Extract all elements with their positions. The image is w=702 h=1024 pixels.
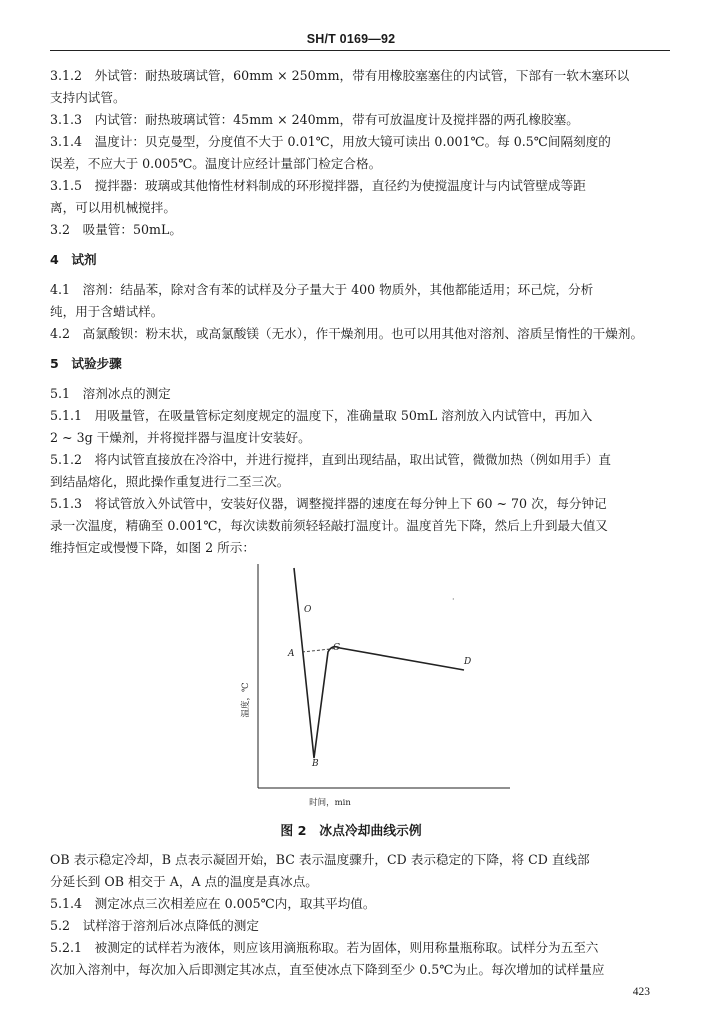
header-rule (50, 50, 670, 51)
text-line: 4.2 高氯酸钡：粉末状，或高氯酸镁（无水），作干燥剂用。也可以用其他对溶剂、溶质呈惰性的干燥剂。 (50, 326, 644, 341)
text-line: 支持内试管。 (50, 90, 126, 105)
text-line: 离，可以用机械搅拌。 (50, 200, 176, 215)
y-axis-label: 温度，℃ (241, 682, 251, 718)
page-number: 423 (632, 986, 650, 998)
section-heading: 5 试验步骤 (50, 356, 122, 371)
x-axis-label: 时间，min (309, 798, 351, 808)
text-line: 3.1.5 搅拌器：玻璃或其他惰性材料制成的环形搅拌器，直径约为使搅温度计与内试管壁成等距 (50, 178, 586, 193)
text-line: 5.1.1 用吸量管，在吸量管标定刻度规定的温度下，准确量取 50mL 溶剂放入内试管中，再加入 (50, 408, 593, 423)
axis-tick-dot: · (452, 595, 455, 604)
text-line: 次加入溶剂中，每次加入后即测定其冰点，直至使冰点下降到至少 0.5℃为止。每次增加的试样量应 (50, 962, 605, 977)
text-line: 5.2.1 被测定的试样若为液体，则应该用滴瓶称取。若为固体，则用称量瓶称取。试样分为五至六 (50, 940, 599, 955)
text-line: 3.2 吸量管：50mL。 (50, 222, 182, 237)
page-header: SH/T 0169—92 (306, 32, 396, 46)
text-line: 维持恒定或慢慢下降，如图 2 所示： (50, 540, 255, 555)
cooling-curve-figure (200, 548, 520, 816)
text-line: 3.1.4 温度计：贝克曼型，分度值不大于 0.01℃，用放大镜可读出 0.001℃。每 0.5℃间隔刻度的 (50, 134, 611, 149)
cooling-curve-line (294, 568, 464, 758)
text-line: 纯，用于含蜡试样。 (50, 304, 164, 319)
text-line: 5.1.3 将试管放入外试管中，安装好仪器，调整搅拌器的速度在每分钟上下 60 ~ 70 次，每分钟记 (50, 496, 607, 511)
text-line: 5.1.2 将内试管直接放在冷浴中，并进行搅拌，直到出现结晶，取出试管，微微加热（例如用手）直 (50, 452, 611, 467)
text-line: OB 表示稳定冷却，B 点表示凝固开始，BC 表示温度骤升，CD 表示稳定的下降，将 CD 直线部 (50, 852, 590, 867)
text-line: 5.2 试样溶于溶剂后冰点降低的测定 (50, 918, 259, 933)
text-line: 5.1 溶剂冰点的测定 (50, 386, 171, 401)
point-label-c: C (333, 643, 340, 653)
point-label-a: A (288, 649, 295, 659)
figure-caption: 图 2 冰点冷却曲线示例 (280, 824, 422, 839)
text-line: 到结晶熔化，照此操作重复进行二至三次。 (50, 474, 290, 489)
section-heading: 4 试剂 (50, 252, 97, 267)
point-label-d: D (464, 657, 472, 667)
text-line: 2 ~ 3g 干燥剂，并将搅拌器与温度计安装好。 (50, 430, 311, 445)
text-line: 3.1.2 外试管：耐热玻璃试管，60mm × 250mm，带有用橡胶塞塞住的内试管，下部有一软木塞环以 (50, 68, 630, 83)
point-label-b: B (312, 759, 319, 769)
text-line: 5.1.4 测定冰点三次相差应在 0.005℃内，取其平均值。 (50, 896, 376, 911)
text-line: 4.1 溶剂：结晶苯，除对含有苯的试样及分子量大于 400 物质外，其他都能适用；环己烷，分析 (50, 282, 594, 297)
text-line: 3.1.3 内试管：耐热玻璃试管：45mm × 240mm，带有可放温度计及搅拌器的两孔橡胶塞。 (50, 112, 579, 127)
text-line: 误差，不应大于 0.005℃。温度计应经计量部门检定合格。 (50, 156, 382, 171)
text-line: 录一次温度，精确至 0.001℃，每次读数前须轻轻敲打温度计。温度首先下降，然后上升到最大值又 (50, 518, 608, 533)
text-line: 分延长到 OB 相交于 A，A 点的温度是真冰点。 (50, 874, 318, 889)
point-label-o: O (304, 605, 312, 615)
